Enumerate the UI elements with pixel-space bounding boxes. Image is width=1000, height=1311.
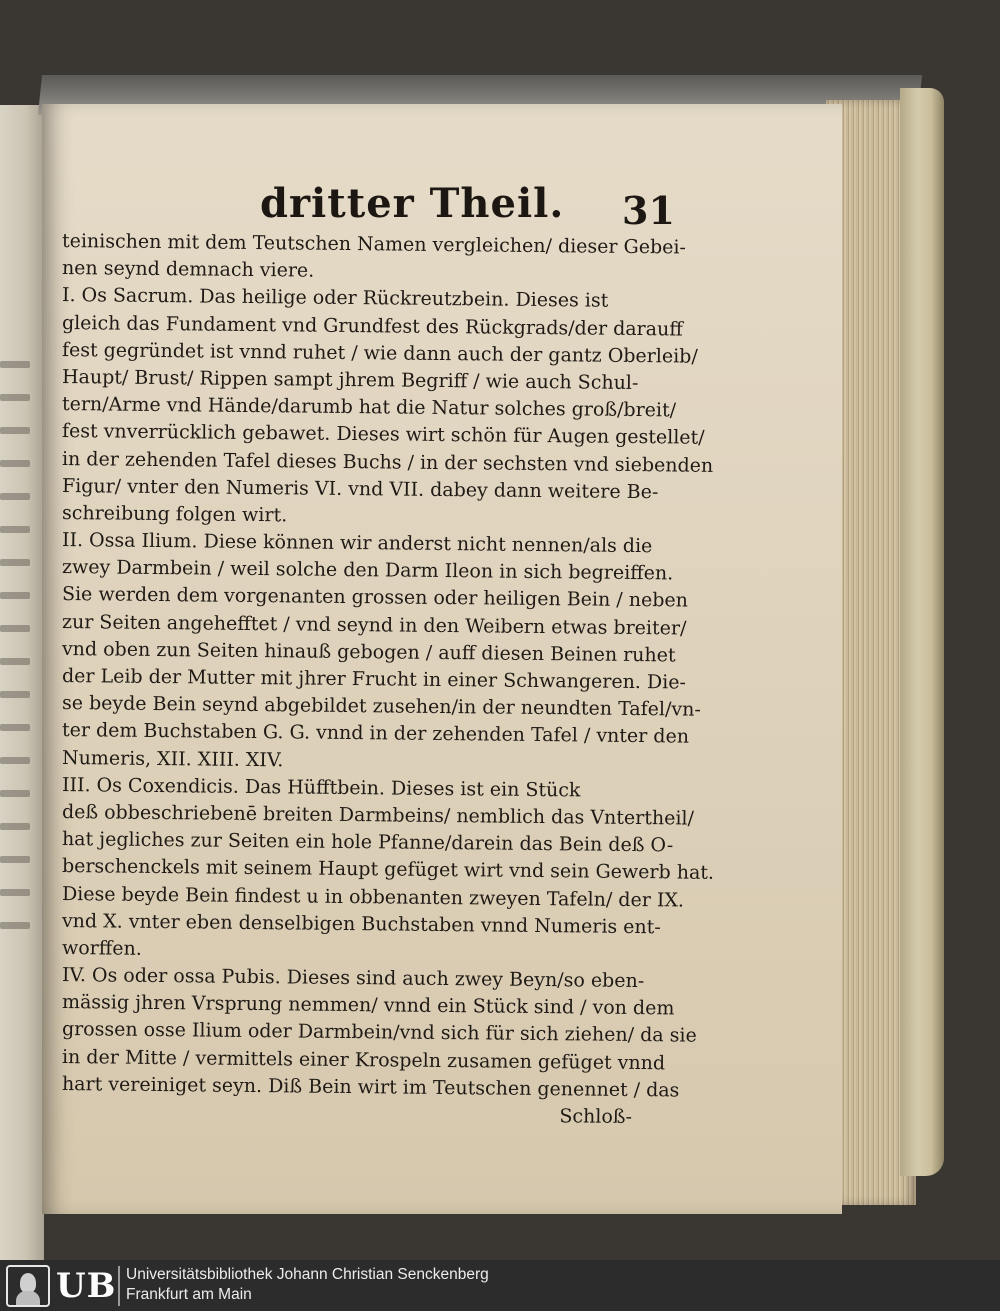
text-line: vnd X. vnter eben denselbigen Buchstaben vnnd Numeris ent- (61, 909, 661, 938)
text-line: ter dem Buchstaben G. G. vnnd in der zehenden Tafel / vnter den (61, 719, 690, 748)
logo-divider (118, 1266, 120, 1306)
text-line: teinischen mit dem Teutschen Namen vergleichen/ dieser Gebei- (61, 230, 687, 259)
text-line: gleich das Fundament vnd Grundfest des Rückgrads/der darauff (61, 311, 683, 341)
text-line: worffen. (61, 936, 142, 960)
text-line: Numeris, XII. XIII. XIV. (61, 746, 284, 771)
facing-page-text-fragments (0, 335, 30, 985)
text-line: hat jegliches zur Seiten ein hole Pfanne/darein das Bein deß O- (61, 828, 674, 857)
text-line: III. Os Coxendicis. Das Hüfftbein. Dieses ist ein Stück (61, 773, 581, 802)
text-line: IV. Os oder ossa Pubis. Dieses sind auch zwey Beyn/so eben- (61, 964, 645, 993)
institution-line-1: Universitätsbibliothek Johann Christian Senckenberg (126, 1266, 489, 1283)
text-line: hart vereiniget seyn. Diß Bein wirt im Teutschen genennet / das (61, 1072, 680, 1102)
text-line: mässig jhren Vrsprung nemmen/ vnnd ein Stück sind / von dem (61, 991, 675, 1020)
running-head: dritter Theil. (260, 180, 565, 227)
body-text (61, 228, 715, 1128)
text-line: berschenckels mit seinem Haupt gefüget wirt vnd sein Gewerb hat. (61, 855, 715, 885)
text-line: tern/Arme vnd Hände/darumb hat die Natur solches groß/breit/ (61, 393, 677, 422)
text-line: Diese beyde Bein findest u in obbenanten zweyen Tafeln/ der IX. (61, 882, 685, 912)
text-line: in der zehenden Tafel dieses Buchs / in der sechsten vnd siebenden (61, 447, 714, 477)
catchword: Schloß- (559, 1105, 633, 1128)
library-logo: UB (56, 1266, 117, 1306)
text-line: II. Ossa Ilium. Diese können wir anderst nicht nennen/als die (61, 529, 653, 558)
text-line: Sie werden dem vorgenanten grossen oder heiligen Bein / neben (61, 583, 689, 612)
text-line: der Leib der Mutter mit jhrer Frucht in einer Schwangeren. Die- (61, 665, 687, 694)
text-line: Haupt/ Brust/ Rippen sampt jhrem Begriff / wie auch Schul- (61, 365, 639, 394)
page-number: 31 (622, 188, 675, 233)
text-line: I. Os Sacrum. Das heilige oder Rückreutzbein. Dieses ist (61, 284, 609, 313)
text-line: deß obbeschriebenē breiten Darmbeins/ nemblich das Vntertheil/ (61, 800, 695, 830)
text-line: schreibung folgen wirt. (61, 501, 288, 527)
text-line: fest vnverrücklich gebawet. Dieses wirt schön für Augen gestellet/ (61, 420, 705, 450)
institution-name (126, 1265, 489, 1305)
text-line: vnd oben zun Seiten hinauß gebogen / auff diesen Beinen ruhet (61, 637, 676, 667)
text-line: zur Seiten angehefftet / vnd seynd in den Weibern etwas breiter/ (61, 610, 687, 640)
text-line: zwey Darmbein / weil solche den Darm Ileon in sich begreiffen. (61, 556, 674, 585)
text-line: fest gegründet ist vnnd ruhet / wie dann auch der gantz Oberleib/ (61, 338, 698, 368)
text-line: in der Mitte / vermittels einer Krospeln zusamen gefüget vnnd (61, 1045, 666, 1074)
library-footer (0, 1260, 1000, 1311)
text-line: grossen osse Ilium oder Darmbein/vnd sich für sich ziehen/ da sie (61, 1018, 697, 1048)
text-line: Figur/ vnter den Numeris VI. vnd VII. dabey dann weitere Be- (61, 474, 659, 503)
institution-line-2: Frankfurt am Main (126, 1286, 252, 1303)
book-cover (900, 88, 944, 1176)
library-seal-icon (6, 1265, 50, 1307)
text-line: nen seynd demnach viere. (61, 257, 315, 282)
facing-page-edge (0, 105, 44, 1260)
text-line: se beyde Bein seynd abgebildet zusehen/in der neundten Tafel/vn- (61, 692, 701, 721)
